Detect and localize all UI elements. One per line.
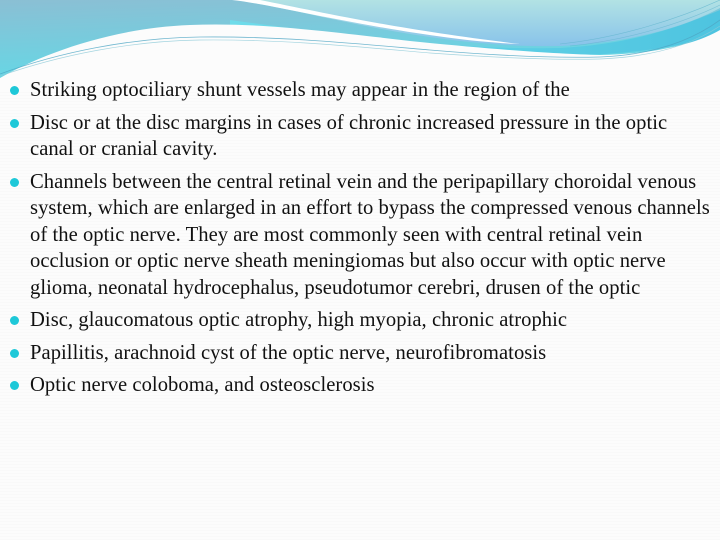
bullet-text: Striking optociliary shunt vessels may appear in the region of the [30,79,570,101]
bullet-dot-icon [10,86,19,95]
bullet-item [9,307,715,334]
bullet-item [9,169,715,302]
bullet-text: Disc, glaucomatous optic atrophy, high myopia, chronic atrophic [30,309,568,331]
bullet-text: Channels between the central retinal vein and the peripapillary choroidal venous system, which are enlarged in an effort to bypass the compressed venous channels of the optic nerve. They are most commonly seen with central retinal vein occlusion or optic nerve sheath meningiomas but also occur with optic nerve glioma, neonatal hydrocephalus, pseudotumor cerebri, drusen of the optic [30,170,710,299]
bullet-dot-icon [10,119,19,128]
slide-content [9,77,715,405]
bullet-item [9,77,715,104]
bullet-dot-icon [10,178,19,187]
bullet-dot-icon [10,381,19,390]
bullet-item [9,110,715,163]
bullet-dot-icon [10,316,19,325]
bullet-text: Disc or at the disc margins in cases of chronic increased pressure in the optic canal or cranial cavity. [30,111,668,160]
bullet-text: Papillitis, arachnoid cyst of the optic nerve, neurofibromatosis [30,341,547,364]
bullet-item [9,340,715,367]
bullet-item [9,372,715,399]
bullet-list [9,77,715,399]
bullet-text: Optic nerve coloboma, and osteosclerosis [30,374,375,396]
bullet-dot-icon [10,349,19,358]
